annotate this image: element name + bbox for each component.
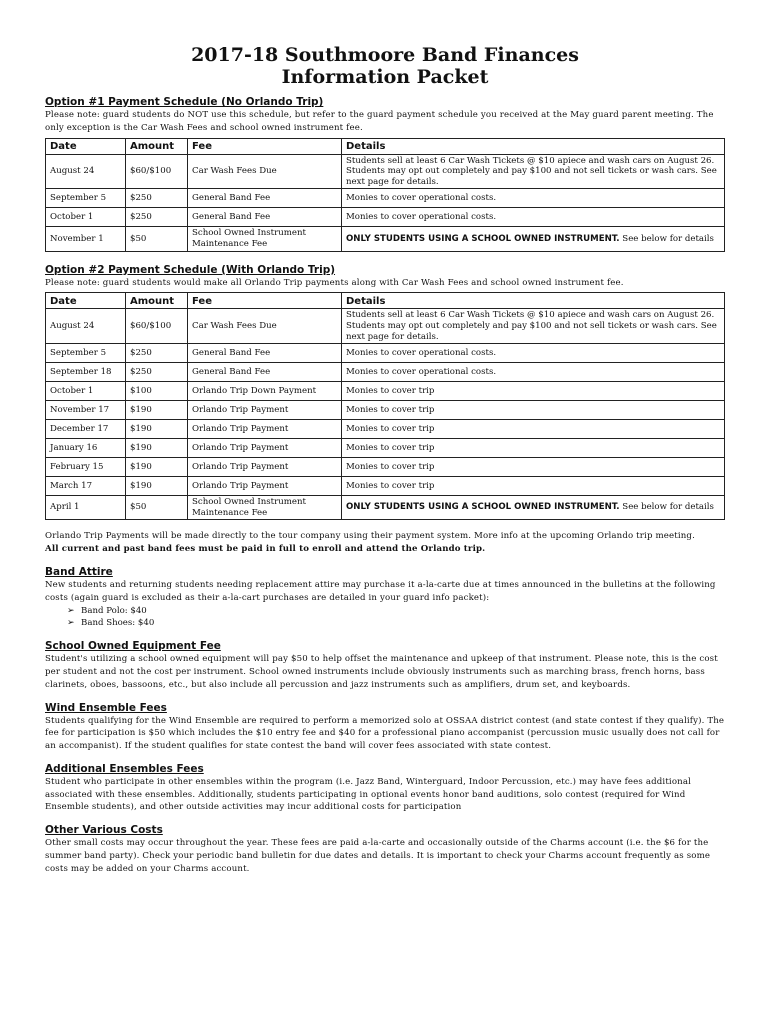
cell-amount: $250	[126, 363, 188, 382]
details-highlight: ONLY STUDENTS USING A SCHOOL OWNED INSTRUMENT.	[346, 233, 620, 244]
cell-fee: Car Wash Fees Due	[188, 309, 342, 344]
cell-fee: General Band Fee	[188, 208, 342, 227]
table-row	[46, 382, 725, 401]
cell-date: November 1	[46, 227, 126, 251]
cell-amount: $190	[126, 458, 188, 477]
cell-date: September 5	[46, 344, 126, 363]
cell-amount: $250	[126, 344, 188, 363]
cell-fee: Orlando Trip Payment	[188, 458, 342, 477]
option1-note: Please note: guard students do NOT use this schedule, but refer to the guard payment schedule you received at the May guard parent meeting. The only exception is the Car Wash Fees and school owned instrument fee.	[45, 110, 714, 133]
cell-date: August 24	[46, 154, 126, 189]
band-attire-heading: Band Attire	[45, 565, 113, 578]
cell-date: November 17	[46, 401, 126, 420]
band-attire-text: New students and returning students needing replacement attire may purchase it a-la-carte due at times announced in the bulletins at the following costs (again guard is excluded as their a-la-cart purchases are detailed in your guard info packet):	[45, 579, 716, 603]
table-row	[46, 154, 725, 189]
table-row	[46, 189, 725, 208]
cell-details: Students sell at least 6 Car Wash Tickets @ $10 apiece and wash cars on August 26. Students may opt out completely and pay $100 and not sell tickets or wash cars. See next page for details.	[342, 309, 725, 344]
cell-details: Monies to cover trip	[342, 382, 725, 401]
column-header-date: Date	[46, 293, 126, 309]
cell-details	[342, 227, 725, 251]
wind-ensemble-section	[45, 702, 725, 753]
cell-date: January 16	[46, 439, 126, 458]
table-row	[46, 344, 725, 363]
additional-ensembles-heading: Additional Ensembles Fees	[45, 762, 204, 775]
column-header-amount: Amount	[126, 138, 188, 154]
cell-fee: General Band Fee	[188, 189, 342, 208]
other-costs-text: Other small costs may occur throughout the year. These fees are paid a-la-carte and occasionally outside of the Charms account (i.e. the $6 for the summer band party). Check your periodic band bulletin for due dates and details. It is important to check your Charms account frequently as some costs may be added on your Charms account.	[45, 838, 711, 874]
cell-date: October 1	[46, 382, 126, 401]
details-highlight: ONLY STUDENTS USING A SCHOOL OWNED INSTRUMENT.	[346, 502, 620, 513]
cell-details: Students sell at least 6 Car Wash Tickets @ $10 apiece and wash cars on August 26. Students may opt out completely and pay $100 and not sell tickets or wash cars. See next page for details.	[342, 154, 725, 189]
cell-amount: $50	[126, 496, 188, 520]
table-row	[46, 496, 725, 520]
column-header-fee: Fee	[188, 293, 342, 309]
option1-table	[45, 138, 725, 252]
table-row	[46, 439, 725, 458]
column-header-date: Date	[46, 138, 126, 154]
cell-fee: Car Wash Fees Due	[188, 154, 342, 189]
additional-ensembles-section	[45, 763, 725, 814]
cell-details: Monies to cover operational costs.	[342, 344, 725, 363]
cell-details: Monies to cover operational costs.	[342, 363, 725, 382]
cell-details	[342, 496, 725, 520]
cell-date: October 1	[46, 208, 126, 227]
cell-date: December 17	[46, 420, 126, 439]
table-row	[46, 227, 725, 251]
cell-fee: School Owned Instrument Maintenance Fee	[188, 496, 342, 520]
cell-date: September 18	[46, 363, 126, 382]
table-header-row	[46, 138, 725, 154]
wind-ensemble-text: Students qualifying for the Wind Ensemble are required to perform a memorized solo at OSSAA district contest (and state contest if they qualify). The fee for participation is $50 which includes the $10 entry fee and $40 for a professional piano accompanist (percussion music usually does not call for an accompanist). If the student qualifies for state contest the band will cover fees associated with state contest.	[45, 715, 725, 752]
details-text: See below for details	[619, 502, 714, 513]
cell-details: Monies to cover operational costs.	[342, 189, 725, 208]
title-line-2: Information Packet	[281, 66, 489, 88]
details-text: See below for details	[619, 233, 714, 244]
cell-amount: $190	[126, 477, 188, 496]
table-row	[46, 363, 725, 382]
cell-fee: School Owned Instrument Maintenance Fee	[188, 227, 342, 251]
list-item	[67, 617, 725, 630]
cell-date: March 17	[46, 477, 126, 496]
cell-fee: Orlando Trip Down Payment	[188, 382, 342, 401]
cell-amount: $250	[126, 208, 188, 227]
band-attire-section	[45, 566, 725, 630]
table-row	[46, 420, 725, 439]
school-owned-heading: School Owned Equipment Fee	[45, 640, 221, 653]
cell-date: April 1	[46, 496, 126, 520]
cell-fee: Orlando Trip Payment	[188, 420, 342, 439]
option2-note: Please note: guard students would make all Orlando Trip payments along with Car Wash Fees and school owned instrument fee.	[45, 277, 624, 288]
cell-amount: $190	[126, 401, 188, 420]
attire-item-shoes: Band Shoes: $40	[81, 618, 155, 629]
option1-section	[45, 96, 725, 252]
option2-table	[45, 292, 725, 520]
option2-heading: Option #2 Payment Schedule (With Orlando Trip)	[45, 263, 336, 276]
table-header-row	[46, 293, 725, 309]
table-row	[46, 477, 725, 496]
arrow-bullet-icon: ➢	[67, 605, 75, 616]
school-owned-section	[45, 640, 725, 691]
table-row	[46, 309, 725, 344]
cell-details: Monies to cover trip	[342, 458, 725, 477]
other-costs-section	[45, 824, 725, 875]
other-costs-heading: Other Various Costs	[45, 824, 163, 837]
cell-date: August 24	[46, 309, 126, 344]
column-header-details: Details	[342, 293, 725, 309]
column-header-details: Details	[342, 138, 725, 154]
title-line-1: 2017-18 Southmoore Band Finances	[191, 44, 579, 66]
table-row	[46, 458, 725, 477]
table-row	[46, 208, 725, 227]
arrow-bullet-icon: ➢	[67, 618, 75, 629]
cell-fee: General Band Fee	[188, 344, 342, 363]
document-title	[45, 44, 725, 88]
cell-amount: $100	[126, 382, 188, 401]
additional-ensembles-text: Student who participate in other ensembles within the program (i.e. Jazz Band, Winterguard, Indoor Percussion, etc.) may have fees additional associated with these ensembles. Additionally, students participating in optional events honor band auditions, solo contest (required for Wind Ensemble students), and other outside activities may incur additional costs for participation	[45, 776, 691, 813]
cell-amount: $60/$100	[126, 309, 188, 344]
cell-fee: Orlando Trip Payment	[188, 439, 342, 458]
document-page	[45, 44, 725, 876]
cell-details: Monies to cover trip	[342, 477, 725, 496]
cell-amount: $60/$100	[126, 154, 188, 189]
orlando-requirement-note: All current and past band fees must be paid in full to enroll and attend the Orlando trip.	[45, 544, 486, 555]
cell-fee: Orlando Trip Payment	[188, 401, 342, 420]
cell-details: Monies to cover trip	[342, 439, 725, 458]
cell-amount: $250	[126, 189, 188, 208]
attire-cost-list	[45, 605, 725, 631]
cell-date: September 5	[46, 189, 126, 208]
school-owned-text: Student's utilizing a school owned equipment will pay $50 to help offset the maintenance and upkeep of that instrument. Please note, this is the cost per student and not the cost per instrument. School owned instruments include obviously instruments such as marching brass, french horns, bass clarinets, oboes, bassoons, etc., but also include all percussion and jazz instruments such as amplifiers, drum set, and keyboards.	[45, 654, 718, 690]
option1-heading: Option #1 Payment Schedule (No Orlando Trip)	[45, 96, 324, 108]
option2-section	[45, 264, 725, 556]
cell-fee: General Band Fee	[188, 363, 342, 382]
wind-ensemble-heading: Wind Ensemble Fees	[45, 701, 167, 714]
orlando-payment-note: Orlando Trip Payments will be made directly to the tour company using their payment system. More info at the upcoming Orlando trip meeting.	[45, 531, 695, 542]
cell-amount: $190	[126, 420, 188, 439]
cell-details: Monies to cover operational costs.	[342, 208, 725, 227]
column-header-amount: Amount	[126, 293, 188, 309]
cell-amount: $50	[126, 227, 188, 251]
orlando-note	[45, 530, 725, 556]
table-row	[46, 401, 725, 420]
cell-fee: Orlando Trip Payment	[188, 477, 342, 496]
list-item	[67, 605, 725, 618]
attire-item-polo: Band Polo: $40	[81, 605, 147, 616]
cell-amount: $190	[126, 439, 188, 458]
cell-details: Monies to cover trip	[342, 401, 725, 420]
column-header-fee: Fee	[188, 138, 342, 154]
cell-date: February 15	[46, 458, 126, 477]
cell-details: Monies to cover trip	[342, 420, 725, 439]
